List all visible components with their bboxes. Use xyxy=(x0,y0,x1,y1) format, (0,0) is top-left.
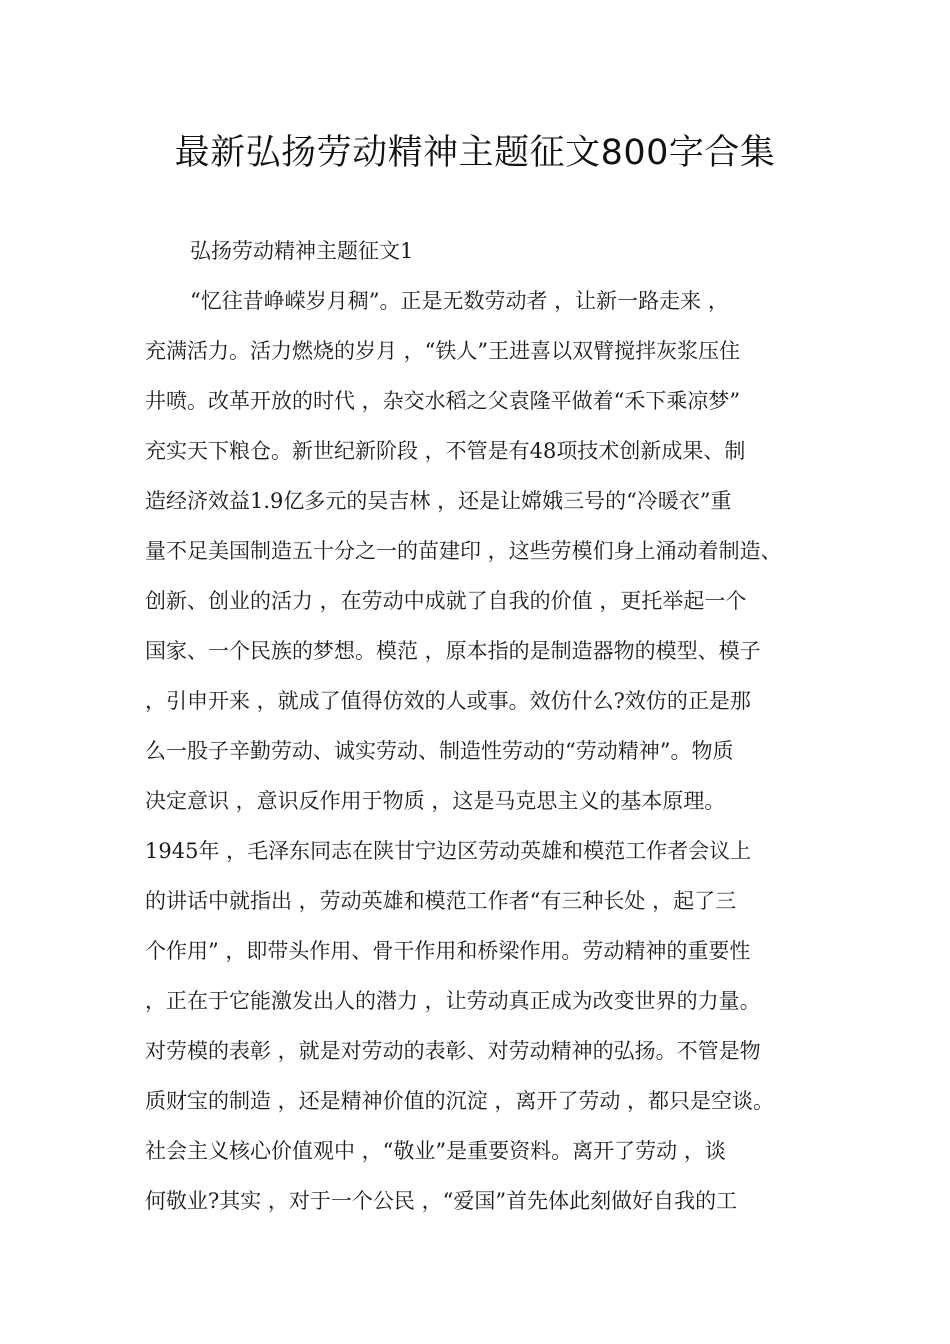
paragraph-line: 对劳模的表彰 ，就是对劳动的表彰、对劳动精神的弘扬。不管是物 xyxy=(145,1039,761,1063)
paragraph-line: 个作用” ，即带头作用、骨干作用和桥梁作用。劳动精神的重要性 xyxy=(145,939,751,963)
paragraph-line: ，正在于它能激发出人的潜力 ，让劳动真正成为改变世界的力量。 xyxy=(145,989,761,1013)
section-heading: 弘扬劳动精神主题征文1 xyxy=(190,239,414,263)
paragraph-line: ，引申开来 ，就成了值得仿效的人或事。效仿什么?效仿的正是那 xyxy=(145,689,751,713)
paragraph-line: 么一股子辛勤劳动、诚实劳动、制造性劳动的“劳动精神”。物质 xyxy=(145,739,734,763)
paragraph-line: 何敬业?其实 ，对于一个公民 ，“爱国”首先体此刻做好自我的工 xyxy=(145,1189,738,1213)
paragraph-line: 1945年 ，毛泽东同志在陕甘宁边区劳动英雄和模范工作者会议上 xyxy=(145,839,752,863)
paragraph-line: 量不足美国制造五十分之一的苗建印 ，这些劳模们身上涌动着制造、 xyxy=(145,539,782,563)
paragraph-line: 社会主义核心价值观中 ，“敬业”是重要资料。离开了劳动 ，谈 xyxy=(145,1139,726,1163)
document-title: 最新弘扬劳动精神主题征文800字合集 xyxy=(174,133,776,173)
paragraph-line: “忆往昔峥嵘岁月稠”。正是无数劳动者 ，让新一路走来 ， xyxy=(190,289,729,313)
paragraph-line: 国家、一个民族的梦想。模范 ，原本指的是制造器物的模型、模子 xyxy=(145,639,761,663)
paragraph-line: 的讲话中就指出 ，劳动英雄和模范工作者“有三种长处 ，起了三 xyxy=(145,889,737,913)
paragraph-line: 井喷。改革开放的时代 ，杂交水稻之父袁隆平做着“禾下乘凉梦” xyxy=(145,389,741,413)
paragraph-line: 造经济效益1.9亿多元的吴吉林 ，还是让嫦娥三号的“冷暖衣”重 xyxy=(145,489,732,513)
paragraph-line: 创新、创业的活力 ，在劳动中成就了自我的价值 ，更托举起一个 xyxy=(145,589,747,613)
paragraph-line: 充实天下粮仓。新世纪新阶段 ，不管是有48项技术创新成果、制 xyxy=(145,439,746,463)
paragraph-line: 充满活力。活力燃烧的岁月 ，“铁人”王进喜以双臂搅拌灰浆压住 xyxy=(145,339,741,363)
paragraph-line: 决定意识 ，意识反作用于物质 ，这是马克思主义的基本原理。 xyxy=(145,789,726,813)
paragraph-line: 质财宝的制造 ，还是精神价值的沉淀 ，离开了劳动 ，都只是空谈。 xyxy=(145,1089,775,1113)
